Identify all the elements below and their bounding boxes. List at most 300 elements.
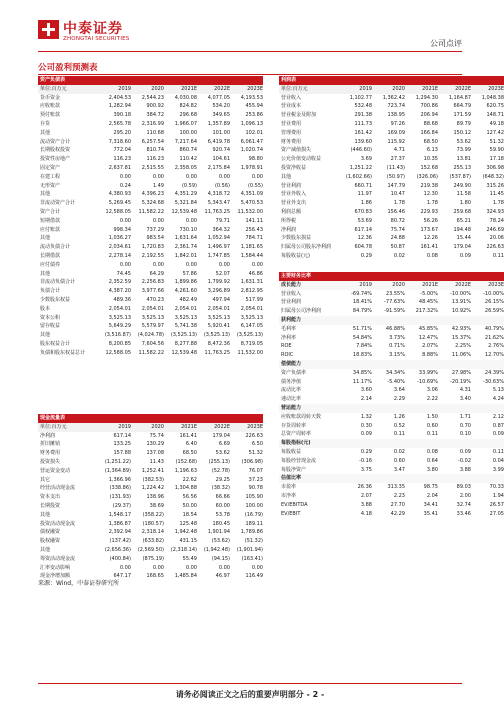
cell-value: 737.29 (146, 226, 164, 233)
page-footer: 请务必阅读正文之后的重要声明部分 - 2 - (175, 690, 325, 699)
cell-value: 620.75 (486, 103, 504, 110)
table-row (279, 369, 504, 378)
unit-label: 单位:百万元 (281, 85, 308, 92)
table-row (38, 296, 263, 305)
cell-value: 57.86 (182, 270, 197, 277)
row-label: 净利率 (281, 334, 297, 341)
table-row (38, 314, 263, 323)
cell-value: 384.72 (146, 112, 164, 119)
cell-value: (3,516.87) (104, 332, 131, 339)
table-row (279, 413, 504, 422)
group-label: 营运能力 (281, 404, 302, 411)
cell-value: 42.29 (390, 510, 405, 517)
cell-value: 4,387.20 (108, 288, 131, 295)
row-label: 其他 (40, 511, 51, 518)
cell-value: 1,942.48 (174, 529, 197, 536)
financial-ratios-table (279, 272, 504, 518)
cell-value: 8.88% (422, 352, 438, 359)
cell-value: 18.41% (352, 299, 372, 306)
cell-value: 84.79% (352, 308, 372, 315)
cell-value: 179.04 (212, 432, 230, 439)
row-label: 营业税金及附加 (281, 112, 317, 119)
row-label: EV/EBIT (281, 510, 301, 517)
cell-value: 68.50 (423, 138, 438, 145)
cell-value: 0.00 (251, 261, 263, 268)
cell-value: 116.49 (245, 573, 263, 580)
table-row (38, 252, 263, 261)
cell-value: (875.19) (142, 555, 164, 562)
cell-value: 1,164.87 (448, 94, 471, 101)
row-label: 资产负债率 (281, 369, 307, 376)
row-label: 应付债券 (40, 261, 61, 268)
cell-value: 11,532.00 (237, 208, 263, 215)
cell-value: 0.00 (185, 564, 197, 571)
cell-value: -10.69% (417, 378, 438, 385)
cell-value: 1,631.31 (240, 279, 263, 286)
cell-value: 147.79 (387, 182, 405, 189)
row-label: 净利润 (281, 226, 297, 233)
cell-value: 2.14 (360, 396, 372, 403)
cell-value: 5,321.84 (174, 200, 197, 207)
table-row (38, 199, 263, 208)
cell-value: 12,588.05 (105, 349, 131, 356)
cell-value: 54.84% (352, 334, 372, 341)
cell-value: 296.68 (179, 112, 197, 119)
cell-value: (1,251.22) (104, 458, 131, 465)
cell-value: 4,380.93 (108, 191, 131, 198)
cell-value: 0.71% (389, 343, 405, 350)
table-row (38, 102, 263, 111)
cell-value: 1,485.84 (174, 573, 197, 580)
cell-value: 1,978.91 (240, 164, 263, 171)
cell-value: (326.06) (416, 173, 438, 180)
row-label: 管理费用 (281, 129, 302, 136)
table-row (38, 502, 263, 511)
cell-value: 229.93 (420, 208, 438, 215)
cell-value: 7.84% (356, 343, 372, 350)
table-row (279, 120, 504, 129)
cell-value: 1,294.30 (415, 94, 438, 101)
cell-value: 534.20 (212, 103, 230, 110)
table-row (279, 138, 504, 147)
row-label: 债务净值 (281, 378, 302, 385)
row-label: 资本公积 (40, 314, 61, 321)
cell-value: 100.00 (245, 502, 263, 509)
cell-value: 116.23 (113, 156, 131, 163)
row-label: 其他 (40, 129, 51, 136)
cell-value: 617.14 (113, 432, 131, 439)
cell-value: 53.62 (215, 450, 230, 457)
cell-value: 0.00 (152, 173, 164, 180)
cell-value: 48.45% (418, 299, 438, 306)
row-label: 营业利润 (281, 182, 302, 189)
cell-value: 604.78 (354, 244, 372, 251)
cell-value: 5,343.47 (207, 200, 230, 207)
cell-value: 12.70% (484, 352, 504, 359)
cell-value: (400.84) (109, 555, 131, 562)
source-note: 来源：Wind，中泰证券研究所 (38, 580, 120, 587)
cell-value: 49.18 (489, 120, 504, 127)
cell-value: 56.56 (182, 494, 197, 501)
cell-value: (0.55) (247, 182, 263, 189)
group-header-row (279, 439, 504, 448)
cell-value: -30.63% (483, 378, 504, 385)
cell-value: 4,261.60 (174, 288, 197, 295)
cell-value: 0.09 (360, 431, 372, 438)
row-label: 财务费用 (40, 450, 61, 457)
cell-value: 2,054.01 (108, 305, 131, 312)
group-label: 成长能力 (281, 281, 302, 288)
table-row (38, 555, 263, 564)
cell-value: 4,396.23 (141, 191, 164, 198)
cell-value: 130.29 (146, 441, 164, 448)
cell-value: 34.41 (423, 501, 438, 508)
row-label: 营业利润 (281, 299, 302, 306)
table-row (38, 287, 263, 296)
cell-value: (3,525.13) (236, 332, 263, 339)
row-label: 折旧摊销 (40, 441, 61, 448)
cell-value: 0.00 (185, 173, 197, 180)
cell-value: 10.47 (390, 191, 405, 198)
table-row (279, 146, 504, 155)
company-name-cn: 中泰证券 (63, 21, 123, 37)
cell-value: 219.38 (420, 182, 438, 189)
cell-value: 75.74 (390, 226, 405, 233)
cell-value: 89.79 (456, 120, 471, 127)
table-row (279, 483, 504, 492)
cell-value: 0.00 (119, 217, 131, 224)
cell-value: 3,525.13 (174, 314, 197, 321)
row-label: 预付账款 (40, 112, 61, 119)
row-label: 归属母公司股东净利润 (281, 244, 332, 251)
cell-value: 0.00 (218, 173, 230, 180)
cell-value: 45.85% (418, 325, 438, 332)
year-header: 2022E (214, 85, 230, 92)
table-row (38, 217, 263, 226)
row-label: 每股经营现金流 (281, 457, 317, 464)
table-row (38, 120, 263, 129)
cell-value: (131.93) (109, 494, 131, 501)
cell-value: 2,358.05 (174, 164, 197, 171)
table-row (279, 342, 504, 351)
cell-value: 15.44 (456, 235, 471, 242)
cell-value: 11,763.25 (204, 349, 230, 356)
cell-value: 179.04 (453, 244, 471, 251)
cell-value: 141.11 (245, 217, 263, 224)
cell-value: 2.07 (360, 492, 372, 499)
cell-value: 55.49 (182, 555, 197, 562)
table-row (38, 440, 263, 449)
table-row (38, 520, 263, 529)
cell-value: 0.00 (185, 217, 197, 224)
cell-value: 5,324.68 (141, 200, 164, 207)
cell-value: 5,579.97 (141, 323, 164, 330)
table-row (38, 458, 263, 467)
cell-value: 4.24 (492, 396, 504, 403)
cell-value: 2,352.59 (108, 279, 131, 286)
cell-value: 0.11 (426, 431, 438, 438)
table-title-row (38, 76, 263, 85)
cell-value: 51.32 (489, 138, 504, 145)
cell-value: 1,052.94 (207, 235, 230, 242)
cell-value: 2,054.01 (207, 305, 230, 312)
cell-value: 0.24 (119, 182, 131, 189)
cell-value: 1.94 (492, 492, 504, 499)
cell-value: (255.13) (208, 458, 230, 465)
cell-value: 723.74 (387, 103, 405, 110)
cell-value: 8,719.05 (240, 340, 263, 347)
cell-value: 431.15 (179, 538, 197, 545)
row-label: 资产减值损失 (281, 147, 312, 154)
table-row (279, 155, 504, 164)
year-header: 2021E (422, 281, 438, 288)
cell-value: 80.72 (390, 217, 405, 224)
cell-value: 127.42 (486, 129, 504, 136)
cell-value: 0.00 (251, 564, 263, 571)
cell-value: 6.40 (185, 441, 197, 448)
cell-value: (338.86) (109, 485, 131, 492)
cell-value: 5,920.41 (207, 323, 230, 330)
year-header: 2020 (151, 85, 164, 92)
cell-value: 306.98 (486, 164, 504, 171)
cell-value: 0.60 (393, 457, 405, 464)
table-row (279, 430, 504, 439)
table-title: 利润表 (281, 77, 297, 83)
table-row (38, 173, 263, 182)
cell-value: -20.19% (450, 378, 471, 385)
row-label: 存货周转率 (281, 422, 307, 429)
cell-value: 40.79% (484, 325, 504, 332)
cell-value: 998.34 (113, 226, 131, 233)
cell-value: 259.68 (453, 208, 471, 215)
row-label: 投资性房地产 (40, 156, 71, 163)
row-label: 债权融资 (40, 529, 61, 536)
cell-value: 3.15% (389, 352, 405, 359)
cell-value: 5,649.29 (108, 323, 131, 330)
row-label: 经营活动现金流 (40, 485, 76, 492)
report-type: 公司点评 (430, 39, 462, 48)
table-row (38, 111, 263, 120)
table-row (279, 164, 504, 173)
row-label: 资产合计 (40, 208, 61, 215)
cell-value: 3.80 (426, 466, 438, 473)
group-label: 获利能力 (281, 316, 302, 323)
cell-value: 138.96 (146, 494, 164, 501)
cell-value: 0.11 (492, 448, 504, 455)
row-label: 负债和股东权益总计 (40, 349, 86, 356)
table-row (279, 466, 504, 475)
row-label: 留存收益 (40, 323, 61, 330)
cell-value: 349.65 (212, 112, 230, 119)
cell-value: 26.57 (489, 501, 504, 508)
table-row (279, 448, 504, 457)
table-row (38, 511, 263, 520)
table-title: 主要财务比率 (281, 273, 312, 279)
table-row (279, 457, 504, 466)
cell-value: (446.60) (350, 147, 372, 154)
cell-value: 12.26 (423, 235, 438, 242)
cell-value: 4.31 (459, 387, 471, 394)
cell-value: 116.23 (146, 156, 164, 163)
cell-value: 1,224.42 (141, 485, 164, 492)
table-row (38, 546, 263, 555)
cell-value: 35.41 (423, 510, 438, 517)
cell-value: (2,318.14) (170, 546, 197, 553)
cell-value: 27.98% (451, 369, 471, 376)
row-label: 所得税 (281, 217, 297, 224)
cell-value: 33.99% (418, 369, 438, 376)
table-row (279, 226, 504, 235)
cell-value: 0.00 (119, 564, 131, 571)
cell-value: 730.10 (179, 226, 197, 233)
table-row (38, 208, 263, 217)
table-row (279, 334, 504, 343)
row-label: 少数股东损益 (281, 235, 312, 242)
row-label: 流动比率 (281, 387, 302, 394)
row-label: 负债合计 (40, 288, 61, 295)
cell-value: 4,030.08 (174, 94, 197, 101)
cell-value: 11.97 (357, 191, 372, 198)
row-label: 投资损失 (40, 458, 61, 465)
cell-value: 7,604.56 (141, 340, 164, 347)
cell-value: (1,602.66) (345, 173, 372, 180)
cell-value: 169.09 (387, 129, 405, 136)
cell-value: 51.71% (352, 325, 372, 332)
table-row (38, 305, 263, 314)
table-row (279, 325, 504, 334)
table-row (279, 395, 504, 404)
cell-value: 11.45 (489, 191, 504, 198)
cell-value: 3.73% (389, 334, 405, 341)
cell-value: -0.16 (359, 457, 372, 464)
cell-value: 2.76% (488, 343, 504, 350)
group-header-row (279, 281, 504, 290)
row-label: 存货 (40, 120, 51, 127)
table-row (38, 155, 263, 164)
row-label: 汇率变动影响 (40, 564, 71, 571)
cell-value: 24.39% (484, 369, 504, 376)
cell-value: 2,278.14 (108, 252, 131, 259)
row-label: 总资产周转率 (281, 431, 312, 438)
cell-value: 2.04 (426, 492, 438, 499)
cell-value: -0.02 (458, 457, 471, 464)
cell-value: 824.82 (179, 103, 197, 110)
cell-value: 249.90 (453, 182, 471, 189)
cell-value: 0.00 (218, 261, 230, 268)
group-label: 偿债能力 (281, 360, 302, 367)
table-row (279, 182, 504, 191)
cell-value: 482.49 (179, 296, 197, 303)
cell-value: 1.26 (393, 413, 405, 420)
cell-value: 194.48 (453, 226, 471, 233)
cell-value: 3.99 (492, 466, 504, 473)
cell-value: 1.32 (360, 413, 372, 420)
cell-value: 2,054.01 (174, 305, 197, 312)
cell-value: 8,200.85 (108, 340, 131, 347)
cell-value: 2.07% (422, 343, 438, 350)
cell-value: 26.36 (357, 484, 372, 491)
cell-value: 1.86 (360, 200, 372, 207)
table-row (38, 243, 263, 252)
cell-value: (0.56) (214, 182, 230, 189)
group-header-row (279, 474, 504, 483)
table-row (279, 386, 504, 395)
table-row (38, 476, 263, 485)
table-row (279, 290, 504, 299)
cell-value: 0.00 (119, 173, 131, 180)
cell-value: (648.32) (482, 173, 504, 180)
page-header (0, 0, 500, 52)
table-row (38, 164, 263, 173)
cell-value: 3,977.66 (141, 288, 164, 295)
cell-value: 111.73 (354, 120, 372, 127)
table-header-row (279, 85, 504, 94)
cell-value: 2,175.84 (207, 164, 230, 171)
cell-value: 11,763.25 (204, 208, 230, 215)
cell-value: 2,544.23 (141, 94, 164, 101)
row-label: 流动负债合计 (40, 244, 71, 251)
cell-value: 1,020.74 (240, 147, 263, 154)
cell-value: -5.40% (387, 378, 405, 385)
cell-value: 139.60 (354, 138, 372, 145)
cell-value: 4.71 (393, 147, 405, 154)
cell-value: 105.90 (245, 494, 263, 501)
cell-value: 1,789.86 (240, 529, 263, 536)
table-header-row (38, 423, 263, 432)
cell-value: 3.88 (360, 501, 372, 508)
cell-value: (306.98) (241, 458, 263, 465)
cell-value: 4.18 (360, 510, 372, 517)
cell-value: 900.92 (146, 103, 164, 110)
cell-value: 0.52 (393, 422, 405, 429)
row-label: 固定资产 (40, 164, 61, 171)
cell-value: 3.06 (426, 387, 438, 394)
cell-value: 1,252.41 (141, 467, 164, 474)
cell-value: 11.17% (352, 378, 372, 385)
row-label: 其他 (281, 173, 292, 180)
cell-value: 161.42 (354, 129, 372, 136)
table-row (279, 129, 504, 138)
table-row (279, 234, 504, 243)
cell-value: 24.88 (390, 235, 405, 242)
cell-value: 2.23 (393, 492, 405, 499)
cell-value: 256.43 (245, 226, 263, 233)
cell-value: 73.99 (456, 147, 471, 154)
cell-value: (3,525.13) (170, 332, 197, 339)
cell-value: 37.23 (248, 476, 263, 483)
row-label: 货币资金 (40, 94, 61, 101)
cell-value: (137.42) (109, 538, 131, 545)
cell-value: 78.24 (489, 217, 504, 224)
cell-value: 12,539.48 (171, 208, 197, 215)
year-header: 2020 (392, 85, 405, 92)
row-label: 市盈率 (281, 484, 297, 491)
cell-value: 66.66 (215, 494, 230, 501)
table-row (279, 351, 504, 360)
cell-value: (152.68) (175, 458, 197, 465)
cell-value: 489.36 (113, 296, 131, 303)
table-header-row (38, 85, 263, 94)
cell-value: 27.70 (390, 501, 405, 508)
table-row (279, 111, 504, 120)
cell-value: 104.61 (212, 156, 230, 163)
cell-value: 4,351.29 (174, 191, 197, 198)
cell-value: 138.95 (387, 112, 405, 119)
cell-value: (51.32) (244, 538, 263, 545)
cell-value: 173.67 (420, 226, 438, 233)
cell-value: 38.69 (149, 502, 164, 509)
cell-value: 26.59% (484, 308, 504, 315)
